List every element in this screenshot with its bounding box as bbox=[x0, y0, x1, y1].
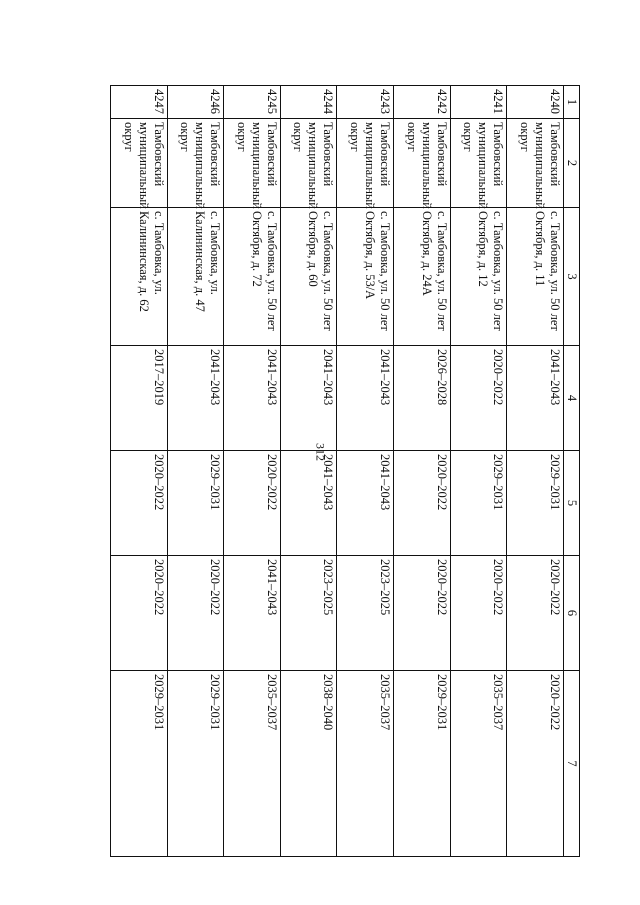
period-col-7: 2038–2040 bbox=[280, 671, 337, 857]
period-col-6: 2020–2022 bbox=[507, 556, 564, 671]
period-col-7: 2029–2031 bbox=[167, 671, 224, 857]
period-col-6: 2020–2022 bbox=[450, 556, 507, 671]
municipality-cell: Тамбовский муниципальный округ bbox=[167, 119, 224, 208]
address-cell: с. Тамбовка, ул. 50 лет Октября, д. 11 bbox=[507, 208, 564, 346]
row-number: 4245 bbox=[224, 86, 281, 119]
period-col-4: 2041–2043 bbox=[280, 346, 337, 451]
table-row bbox=[450, 86, 507, 857]
table-row bbox=[224, 86, 281, 857]
period-col-7: 2020–2022 bbox=[507, 671, 564, 857]
row-number: 4243 bbox=[337, 86, 394, 119]
header-col-1: 1 bbox=[564, 86, 580, 119]
header-col-3: 3 bbox=[564, 208, 580, 346]
period-col-4: 2041–2043 bbox=[167, 346, 224, 451]
address-cell: с. Тамбовка, ул. 50 лет Октября, д. 60 bbox=[280, 208, 337, 346]
period-col-7: 2035–2037 bbox=[450, 671, 507, 857]
municipality-cell: Тамбовский муниципальный округ bbox=[280, 119, 337, 208]
table-row bbox=[507, 86, 564, 857]
rotated-table-wrapper bbox=[110, 85, 580, 821]
municipality-cell: Тамбовский муниципальный округ bbox=[224, 119, 281, 208]
period-col-4: 2041–2043 bbox=[224, 346, 281, 451]
period-col-5: 2020–2022 bbox=[224, 451, 281, 556]
period-col-6: 2020–2022 bbox=[167, 556, 224, 671]
row-number: 4240 bbox=[507, 86, 564, 119]
period-col-6: 2020–2022 bbox=[394, 556, 451, 671]
header-col-4: 4 bbox=[564, 346, 580, 451]
address-cell: с. Тамбовка, ул. 50 лет Октября, д. 72 bbox=[224, 208, 281, 346]
municipality-cell: Тамбовский муниципальный округ bbox=[394, 119, 451, 208]
period-col-6: 2041–2043 bbox=[224, 556, 281, 671]
period-col-6: 2023–2025 bbox=[337, 556, 394, 671]
rotated-table-container bbox=[110, 85, 580, 821]
row-number: 4247 bbox=[111, 86, 168, 119]
housing-repair-schedule-table bbox=[110, 85, 580, 857]
period-col-7: 2035–2037 bbox=[224, 671, 281, 857]
period-col-5: 2041–2043 bbox=[280, 451, 337, 556]
period-col-4: 2017–2019 bbox=[111, 346, 168, 451]
period-col-4: 2041–2043 bbox=[337, 346, 394, 451]
municipality-cell: Тамбовский муниципальный округ bbox=[450, 119, 507, 208]
address-cell: с. Тамбовка, ул. 50 лет Октября, д. 12 bbox=[450, 208, 507, 346]
table-row bbox=[111, 86, 168, 857]
period-col-5: 2020–2022 bbox=[111, 451, 168, 556]
period-col-5: 2020–2022 bbox=[394, 451, 451, 556]
header-row bbox=[564, 86, 580, 857]
period-col-7: 2035–2037 bbox=[337, 671, 394, 857]
row-number: 4241 bbox=[450, 86, 507, 119]
address-cell: с. Тамбовка, ул. 50 лет Октября, д. 24А bbox=[394, 208, 451, 346]
header-col-7: 7 bbox=[564, 671, 580, 857]
header-col-6: 6 bbox=[564, 556, 580, 671]
table-row bbox=[337, 86, 394, 857]
period-col-6: 2020–2022 bbox=[111, 556, 168, 671]
table-row bbox=[280, 86, 337, 857]
period-col-4: 2020–2022 bbox=[450, 346, 507, 451]
period-col-7: 2029–2031 bbox=[394, 671, 451, 857]
municipality-cell: Тамбовский муниципальный округ bbox=[111, 119, 168, 208]
row-number: 4242 bbox=[394, 86, 451, 119]
period-col-5: 2029–2031 bbox=[167, 451, 224, 556]
table-row bbox=[394, 86, 451, 857]
period-col-7: 2029–2031 bbox=[111, 671, 168, 857]
municipality-cell: Тамбовский муниципальный округ bbox=[507, 119, 564, 208]
row-number: 4246 bbox=[167, 86, 224, 119]
period-col-5: 2029–2031 bbox=[507, 451, 564, 556]
period-col-5: 2041–2043 bbox=[337, 451, 394, 556]
header-col-2: 2 bbox=[564, 119, 580, 208]
period-col-4: 2041–2043 bbox=[507, 346, 564, 451]
municipality-cell: Тамбовский муниципальный округ bbox=[337, 119, 394, 208]
address-cell: с. Тамбовка, ул. Калининская, д. 47 bbox=[167, 208, 224, 346]
address-cell: с. Тамбовка, ул. Калининская, д. 62 bbox=[111, 208, 168, 346]
period-col-6: 2023–2025 bbox=[280, 556, 337, 671]
table-row bbox=[167, 86, 224, 857]
period-col-5: 2029–2031 bbox=[450, 451, 507, 556]
address-cell: с. Тамбовка, ул. 50 лет Октября, д. 53/А bbox=[337, 208, 394, 346]
row-number: 4244 bbox=[280, 86, 337, 119]
period-col-4: 2026–2028 bbox=[394, 346, 451, 451]
page-number: 312 bbox=[313, 443, 328, 461]
header-col-5: 5 bbox=[564, 451, 580, 556]
